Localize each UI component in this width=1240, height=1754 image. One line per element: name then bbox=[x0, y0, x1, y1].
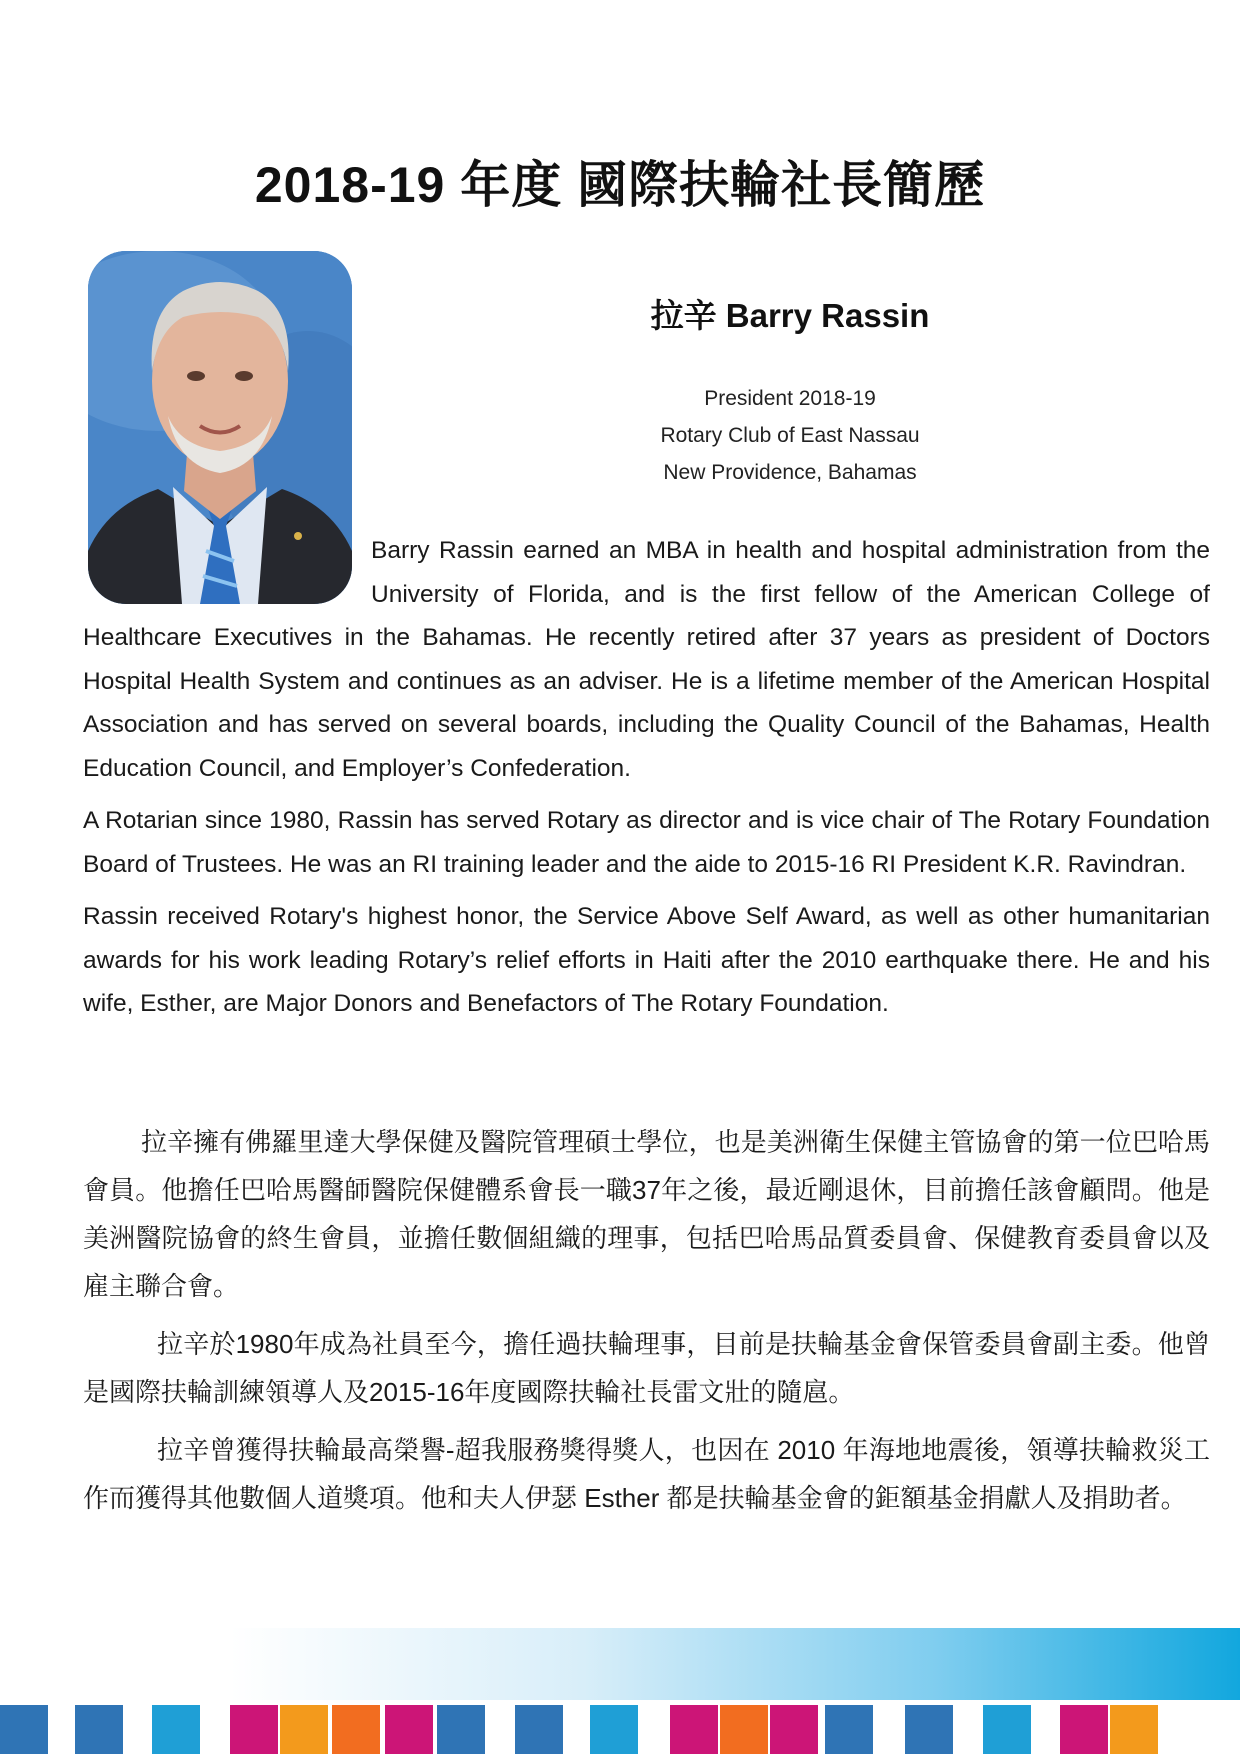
english-paragraph-1: Barry Rassin earned an MBA in health and hospital administration from the University of Florida, and is the first fellow of the American College of Healthcare Executives in the Bahamas. He recently retired after 37 years as president of Doctors Hospital Health System and continues as an adviser. He is a lifetime member of the American Hospital Association and has served on several boards, including the Quality Council of the Bahamas, Health Education Council, and Employer’s Confederation. bbox=[83, 537, 1210, 782]
footer-square bbox=[983, 1705, 1031, 1754]
english-paragraph-2: A Rotarian since 1980, Rassin has served Rotary as director and is vice chair of The Rotary Foundation Board of Trustees. He was an RI training leader and the aide to 2015-16 RI President K.R. Ravindran. bbox=[83, 807, 1210, 878]
english-biography bbox=[83, 529, 1210, 1035]
footer-square bbox=[437, 1705, 485, 1754]
footer-square bbox=[280, 1705, 328, 1754]
president-details bbox=[590, 380, 990, 491]
chinese-paragraph-2: 拉辛於1980年成為社員至今，擔任過扶輪理事，目前是扶輪基金會保管委員會副主委。他曾是國際扶輪訓練領導人及2015-16年度國際扶輪社長雷文壯的隨扈。 bbox=[83, 1329, 1210, 1407]
footer-square bbox=[385, 1705, 433, 1754]
chinese-paragraph-3: 拉辛曾獲得扶輪最高榮譽-超我服務獎得獎人，也因在 2010 年海地地震後，領導扶輪救災工作而獲得其他數個人道獎項。他和夫人伊瑟 Esther 都是扶輪基金會的鉅額基金捐獻人及捐助者。 bbox=[83, 1435, 1210, 1513]
chinese-biography bbox=[83, 1118, 1210, 1532]
footer-square bbox=[1060, 1705, 1108, 1754]
president-name: 拉辛 Barry Rassin bbox=[650, 297, 930, 334]
footer-square bbox=[590, 1705, 638, 1754]
footer-square bbox=[905, 1705, 953, 1754]
photo-wrap-spacer bbox=[83, 529, 371, 615]
footer-square bbox=[825, 1705, 873, 1754]
footer-square bbox=[152, 1705, 200, 1754]
club-location: New Providence, Bahamas bbox=[663, 461, 917, 484]
page-title: 2018-19 年度 國際扶輪社長簡歷 bbox=[254, 157, 986, 213]
footer-square bbox=[75, 1705, 123, 1754]
footer-square bbox=[0, 1705, 48, 1754]
footer-color-squares bbox=[0, 1705, 1240, 1754]
footer-gradient-band bbox=[230, 1628, 1240, 1700]
chinese-paragraph-1: 拉辛擁有佛羅里達大學保健及醫院管理碩士學位，也是美洲衛生保健主管協會的第一位巴哈馬會員。他擔任巴哈馬醫師醫院保健體系會長一職37年之後，最近剛退休，目前擔任該會顧問。他是美洲醫院協會的終生會員，並擔任數個組織的理事，包括巴哈馬品質委員會、保健教育委員會以及雇主聯合會。 bbox=[83, 1127, 1210, 1301]
footer-square bbox=[720, 1705, 768, 1754]
english-paragraph-3: Rassin received Rotary's highest honor, the Service Above Self Award, as well as other humanitarian awards for his work leading Rotary’s relief efforts in Haiti after the 2010 earthquake there. He and his wife, Esther, are Major Donors and Benefactors of The Rotary Foundation. bbox=[83, 903, 1210, 1017]
footer-square bbox=[230, 1705, 278, 1754]
footer-square bbox=[670, 1705, 718, 1754]
footer-square bbox=[332, 1705, 380, 1754]
president-term: President 2018-19 bbox=[704, 387, 876, 410]
footer-square bbox=[515, 1705, 563, 1754]
club-name: Rotary Club of East Nassau bbox=[660, 424, 920, 447]
footer-square bbox=[770, 1705, 818, 1754]
footer-square bbox=[1110, 1705, 1158, 1754]
